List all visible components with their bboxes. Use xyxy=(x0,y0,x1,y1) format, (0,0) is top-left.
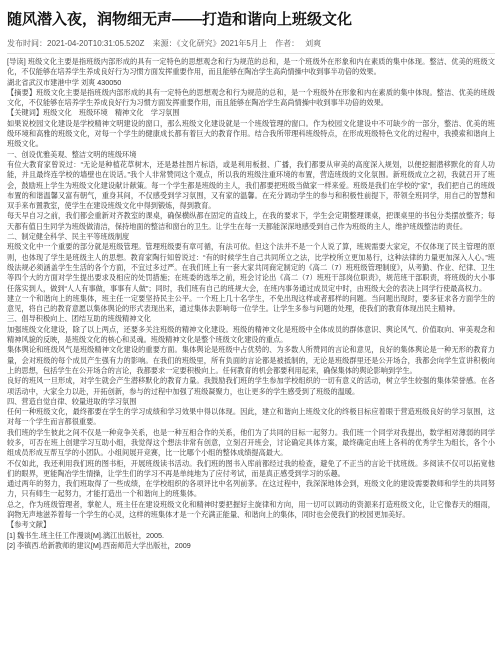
paragraph: 【摘要】班级文化主要是指班级内部形成的具有一定特色的思想观念和行为规范的总和，是一个班级外在形象和内在素质的集中体现。整洁、优美的班级文化，不仅能够在培养学生养成良好行为习惯方面发挥重要作用，而且能够在陶冶学生高尚情操中收到事半功倍的效果。 xyxy=(7,87,495,108)
paragraph: [2] 李镇西.给新教师的建议[M].西南师范大学出版社，2009 xyxy=(7,540,191,550)
paragraph: 三、倡导积极向上、团结互助的班级精神文化 xyxy=(7,314,151,324)
publish-time: 发布时间：2021-04-20T10:31:05.520Z xyxy=(7,39,145,48)
article-author: 刘爽 xyxy=(305,39,322,48)
paragraph: 【参考文献】 xyxy=(7,520,51,530)
article-meta xyxy=(7,38,495,54)
paragraph: 加强班级文化建设，除了以上两点，还要多关注班级的精神文化建设。班级的精神文化是班级中全体成员的群体意识、舆论风气、价值取向、审美观念和精神风貌的反映，是班级文化的核心和灵魂。班级精神文化是整个班级文化建设的重点。 xyxy=(7,324,495,345)
paragraph: 湖北省武汉市建港中学 刘爽 430050 xyxy=(7,77,122,87)
paragraph: 我们班的学生彼此之间不仅是一种竞争关系，也是一种互相合作的关系，他们为了共同的目标一起努力。我们班一个同学对我提出，数学相对薄弱的同学较多，可否在班上创建学习互助小组，我觉得这个想法非常有创意，立刻召开班会，讨论确定具体方案，最终确定由班上各科的优秀学生为组长，各个小组成员形成互帮互学的小团队。小组间展开竞赛，比一比哪个小组的整体成绩提高最大。 xyxy=(7,427,495,458)
article-title: 随风潜入夜，润物细无声——打造和谐向上班级文化 xyxy=(7,11,353,28)
article-source: 来源：《文化研究》2021年5月上 xyxy=(152,39,267,48)
paragraph: 二、制定健全科学、民主平等班级制度 xyxy=(7,232,130,242)
paragraph: 每天早自习之前，我们都会重新对齐教室的课桌，确保横纵都在固定的直线上，在我的要求下，学生会定期整理课桌，把课桌里的书包分类摆放整齐；每天都有值日生同学为班级做清洁，保持地面的整洁和窗台的卫生。让学生在每一天都能深深地感受到自己作为班级的主人，维护班级整洁的责任。 xyxy=(7,211,495,231)
paragraph: 【关键词】班级文化 班级环境 精神文化 学习氛围 xyxy=(7,108,180,118)
paragraph: 班级文化中一个重要的部分就是班级管理。管理班级要有章可循，有法可依。但这个法并不是一个人说了算，班规需要大家定，不仅体现了民主管理的原则，也体现了学生是班级主人的思想。教育家陶行知曾说过：“有的时候学生自己共同所立之法，比学校所立更加易行，这种法律的力量更加深入人心。”班级法规必须涵盖学生生活的各个方面，不宜过多过严。在我们班上有一套大家共同商定制定的《高二（7）班班级管理制度》，从考勤、作业、纪律、卫生等四个大的方面对学生提出要求及相应的处罚措施；在班委的选举之前，班会讨论出《高二（7）班班干部岗位职责》，规范班干部职责，将班级的大小事任落实到人，做到“人人有事做，事事有人做”；同时，我们班有自己的班规大会，在班内事务通过成员定中时，由班级大会的表决上同学行使最高权力。 xyxy=(7,242,495,293)
paragraph: 有位大教育家曾说过：“无论是种植花草树木，还是悬挂图片标语，或是利用板报、广播，我们都要从审美的高度深入规划，以便挖掘潜移默化的育人功能，并且最终连学校的墙壁也在说话。”我个人非常赞同这个观点，所以我的班级注重环境的布置，营造班级的文化氛围。新班级成立之初，我就召开了班会，鼓励班上学生为班级文化建设献计献策。每一个学生都是班级的主人，我们都要把班级当做家一样来爱。班级是我们在学校的“家”，我们把自己的班级布置的和谐温馨又富有朝气，重身其间，不仅感受到学习氛围，又有家的温馨。在充分调动学生的参与和积极性前提下，带领全班同学，用自己的智慧和双手来布置教室，使学生在建设班级文化中得到锻炼，得到教育。 xyxy=(7,159,495,211)
paragraph: 四、营造自觉自律、较量进取的学习氛围 xyxy=(7,396,137,406)
paragraph: 如果说校园文化建设是学校精神文明建设的窗口，那么班级文化建设就是一个班级管理的窗口。作为校园文化建设中不可缺少的一部分，整洁、优美的班级环境和高雅的班级文化，对每一个学生的健康成长都有着巨大的教育作用。结合我所带理科班级特点，在形成班级特色文化的过程中，我摸索和谐向上班级文化。 xyxy=(7,118,495,149)
paragraph: [1] 魏书生.班主任工作漫谈[M].漓江出版社，2005. xyxy=(7,530,164,540)
article-author-label: 作者： xyxy=(275,39,300,48)
paragraph: 通过两年的努力，我们班取得了一些成绩，在学校组织的各项评比中名列前茅。在这过程中，我深深地体会到，班级文化的建设需要教师和学生的共同努力，只有师生一起努力，才能打造出一个和谐向上的班集体。 xyxy=(7,479,495,499)
paragraph: 集体舆论和班级风气是班级精神文化建设的重要方面。集体舆论是班级中占优势的、为多数人所赞同的言论和意见，良好的集体舆论是一种无形的教育力量，会对班级的每个成员产生强有力的影响。在我们的班级里，所有负面的言论都是被抵制的，无论是班级群里还是公开场合，我都会向学生宣讲积极向上的思想，包括学生在公开场合的言论，我都要求一定要积极向上。任何教育的机会都要利用起来，确保集体的舆论影响到学生。 xyxy=(7,345,495,375)
paragraph: 一、创设优雅美观、整洁文明的班级环境 xyxy=(7,149,137,159)
paragraph: 总之，作为班级管理者，掌舵人，班主任在建设班级文化和精神时要把握好主旋律和方向，用一切可以调动的资源来打造班级文化，让它像春天的细雨，润物无声地滋养着每一个学生的心灵，这样的班集体才是一个充满正能量、和谐向上的集体，同时也会使我们的校园更加美好。 xyxy=(7,499,495,520)
paragraph: 任何一种班级文化，最终都要在学生的学习成绩和学习效果中得以体现。因此，建立和谐向上班级文化的终极目标应着眼于营造班级良好的学习氛围，这对每一个学生而言都很重要。 xyxy=(7,407,495,427)
paragraph: 不仅如此，我还利用我们班的图书柜，开展班级读书活动。我们班的图书入库前都经过我的检查，避免了不正当的言论干扰班级。多阅读不仅可以拓宽他们的眼界，更能陶冶学生情操，让学生们的学习不再是单纯地为了应付考试，而是真正感受到学习的乐趣。 xyxy=(7,458,495,478)
paragraph: 良好的班风一旦形成，对学生就会产生潜移默化的教育力量。我鼓励我们班的学生参加学校组织的一切有意义的活动，树立学生较强的集体荣誉感。在各项活动中，大家全力以赴，开拓创新，参与的过程中加强了班级凝聚力，也让更多的学生感受到了班级的温暖。 xyxy=(7,376,495,396)
article-body xyxy=(7,57,495,551)
paragraph: [导读] 班级文化主要是指班级内部形成的具有一定特色的思想观念和行为规范的总和，是一个班级外在形象和内在素质的集中体现。整洁、优美的班级文化，不仅能够在培养学生养成良好行为习惯方面发挥重要作用，而且能够在陶冶学生高尚情操中收到事半功倍的效果。 xyxy=(7,57,495,77)
paragraph: 建立一个和谐向上的班集体，班主任一定要坚持民主公平。一个班上几十名学生，不免出现这样或者那样的问题。当问题出现时，要多征求各方面学生的意见，将自己的教育意愿以集体舆论的形式表现出来，通过集体去影响每一位学生。让学生多参与问题的处理，使我们的教育体现出民主精神。 xyxy=(7,293,495,314)
